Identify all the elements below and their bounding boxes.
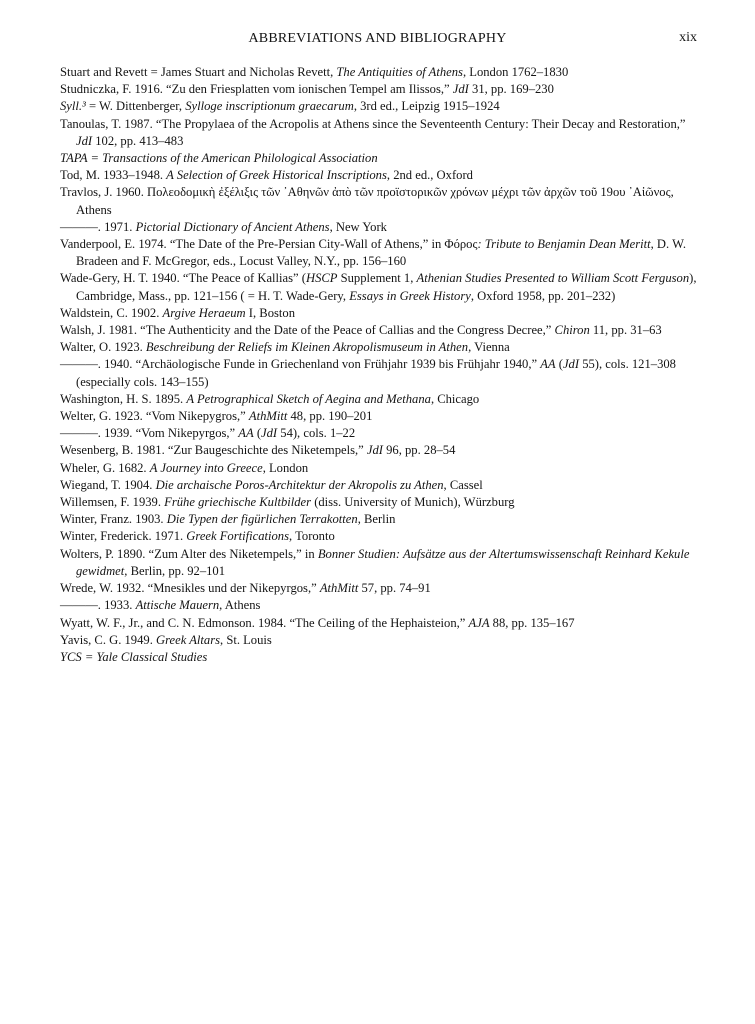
entry-text: Wiegand, T. 1904. <box>60 477 156 492</box>
bibliography-entry <box>60 116 700 150</box>
entry-text: Yavis, C. G. 1949. <box>60 632 156 647</box>
entry-text: 31, pp. 169–230 <box>468 82 554 97</box>
entry-text: = W. Dittenberger, <box>85 99 186 114</box>
entry-text: ( <box>555 357 563 372</box>
entry-text: Walter, O. 1923. <box>60 340 146 355</box>
entry-italic-text: Greek Altars <box>156 632 221 647</box>
bibliography-entry <box>60 477 700 494</box>
bibliography-list <box>60 64 700 666</box>
entry-text: ( <box>253 426 262 441</box>
entry-text: ———. 1971. <box>60 219 136 234</box>
entry-text: Wesenberg, B. 1981. “Zur Baugeschichte des Niketempels,” <box>60 443 367 458</box>
entry-italic-text: AA <box>540 357 556 372</box>
bibliography-entry <box>60 632 700 649</box>
entry-italic-text: AthMitt <box>319 581 359 596</box>
entry-italic-text: Syll.³ <box>60 99 86 114</box>
entry-text: Winter, Franz. 1903. <box>60 512 167 527</box>
entry-text: , Berlin <box>357 512 396 527</box>
entry-italic-text: HSCP <box>305 271 338 286</box>
entry-text: Vanderpool, E. 1974. “The Date of the Pre-Persian City-Wall of Athens,” in Φόρος <box>60 237 478 252</box>
entry-italic-text: Chiron <box>554 323 590 338</box>
entry-text: , Cassel <box>443 477 483 492</box>
entry-text: , Chicago <box>430 391 480 406</box>
bibliography-entry <box>60 546 700 580</box>
entry-italic-text: JdI <box>452 82 469 97</box>
entry-italic-text: JdI <box>366 443 383 458</box>
bibliography-entry <box>60 270 700 304</box>
bibliography-entry <box>60 615 700 632</box>
bibliography-entry <box>60 236 700 270</box>
entry-text: 48, pp. 190–201 <box>287 409 373 424</box>
entry-text: , Vienna <box>468 340 510 355</box>
entry-text: , London <box>262 460 309 475</box>
bibliography-entry <box>60 511 700 528</box>
entry-text: Waldstein, C. 1902. <box>60 305 163 320</box>
entry-text: , Berlin, pp. 92–101 <box>124 563 226 578</box>
bibliography-entry <box>60 494 700 511</box>
page-number: xix <box>679 30 697 45</box>
entry-italic-text: Attische Mauern <box>135 598 220 613</box>
bibliography-entry <box>60 597 700 614</box>
entry-text: Tanoulas, T. 1987. “The Propylaea of the Acropolis at Athens since the Seventeenth Century: Their Decay and Restoration,” <box>60 116 686 131</box>
entry-italic-text: Argive Heraeum <box>162 305 246 320</box>
entry-text: I, Boston <box>245 305 295 320</box>
entry-text: 54), cols. 1–22 <box>277 426 356 441</box>
entry-text: Wheler, G. 1682. <box>60 460 150 475</box>
bibliography-entry <box>60 356 700 390</box>
bibliography-entry <box>60 219 700 236</box>
entry-text: Stuart and Revett = James Stuart and Nicholas Revett, <box>60 65 337 79</box>
entry-text: Welter, G. 1923. “Vom Nikepygros,” <box>60 409 249 424</box>
entry-italic-text: Athenian Studies Presented to William Scott Ferguson <box>416 271 690 286</box>
bibliography-entry <box>60 184 700 218</box>
bibliography-entry <box>60 460 700 477</box>
entry-italic-text: A Journey into Greece <box>149 460 263 475</box>
bibliography-entry <box>60 408 700 425</box>
entry-italic-text: Greek Fortifications <box>186 529 290 544</box>
entry-italic-text: Pictorial Dictionary of Ancient Athens <box>135 219 330 234</box>
entry-text: , St. Louis <box>220 632 272 647</box>
entry-text: 57, pp. 74–91 <box>358 581 431 596</box>
bibliography-entry <box>60 322 700 339</box>
entry-text: 55), cols. 121–308 (especially cols. 143–155) <box>76 357 676 389</box>
entry-text: Travlos, J. 1960. Πολεοδομικὴ ἐξέλιξις τῶν ᾿Αθηνῶν ἀπὸ τῶν προϊστορικῶν χρόνων μέχρι τῶν ἀρχῶν τοῦ 19ου ᾿Αἰῶνος, Athens <box>60 185 674 217</box>
bibliography-entry <box>60 649 700 666</box>
bibliography-entry <box>60 425 700 442</box>
entry-text: Walsh, J. 1981. “The Authenticity and the Date of the Peace of Callias and the Congress Decree,” <box>60 323 555 338</box>
entry-text: ———. 1940. “Archäologische Funde in Griechenland von Frühjahr 1939 bis Frühjahr 1940,” <box>60 357 541 372</box>
entry-italic-text: JdI <box>562 357 580 372</box>
entry-text: , New York <box>329 219 387 234</box>
entry-text: (diss. University of Munich), Würzburg <box>311 495 515 510</box>
bibliography-entry <box>60 442 700 459</box>
bibliography-entry <box>60 150 700 167</box>
entry-italic-text: Essays in Greek History <box>349 288 471 303</box>
entry-text: Supplement 1, <box>337 271 417 286</box>
entry-italic-text: JdI <box>76 133 93 148</box>
entry-italic-text: A Petrographical Sketch of Aegina and Methana <box>186 391 431 406</box>
entry-text: Wrede, W. 1932. “Mnesikles und der Nikepyrgos,” <box>60 581 320 596</box>
entry-text: Tod, M. 1933–1948. <box>60 168 167 183</box>
entry-text: , D. W. Bradeen and F. McGregor, eds., Locust Valley, N.Y., pp. 156–160 <box>76 237 686 269</box>
entry-italic-text: Frühe griechische Kultbilder <box>164 495 312 510</box>
bibliography-entry <box>60 305 700 322</box>
entry-text: Winter, Frederick. 1971. <box>60 529 187 544</box>
entry-text: , Toronto <box>289 529 335 544</box>
entry-text: ———. 1939. “Vom Nikepyrgos,” <box>60 426 239 441</box>
entry-italic-text: Beschreibung der Reliefs im Kleinen Akropolismuseum in Athen <box>145 340 469 355</box>
entry-italic-text: Die Typen der figürlichen Terrakotten <box>166 512 358 527</box>
entry-text: 11, pp. 31–63 <box>589 323 662 338</box>
entry-italic-text: Sylloge inscriptionum graecarum <box>185 99 354 114</box>
entry-text: Willemsen, F. 1939. <box>60 495 165 510</box>
entry-text: Wade-Gery, H. T. 1940. “The Peace of Kallias” ( <box>60 271 306 286</box>
entry-italic-text: AthMitt <box>248 409 288 424</box>
running-head: ABBREVIATIONS AND BIBLIOGRAPHY <box>248 31 507 46</box>
bibliography-entry <box>60 391 700 408</box>
entry-italic-text: YCS = Yale Classical Studies <box>60 649 208 664</box>
entry-text: , 2nd ed., Oxford <box>386 168 473 183</box>
entry-text: 96, pp. 28–54 <box>382 443 456 458</box>
entry-text: 88, pp. 135–167 <box>489 615 575 630</box>
entry-text: , London 1762–1830 <box>462 65 569 79</box>
entry-italic-text: Die archaische Poros-Architektur der Akropolis zu Athen <box>155 477 444 492</box>
entry-text: , Athens <box>219 598 261 613</box>
entry-italic-text: The Antiquities of Athens <box>336 65 463 79</box>
entry-italic-text: JdI <box>261 426 278 441</box>
entry-italic-text: Bonner Studien: Aufsätze aus der Altertumswissenschaft Reinhard Kekule gewidmet <box>76 546 690 578</box>
entry-text: ———. 1933. <box>60 598 136 613</box>
entry-text: Wolters, P. 1890. “Zum Alter des Niketempels,” in <box>60 546 318 561</box>
entry-italic-text: : Tribute to Benjamin Dean Meritt <box>477 237 651 252</box>
entry-text: Studniczka, F. 1916. “Zu den Friesplatten vom ionischen Tempel am Ilissos,” <box>60 82 453 97</box>
entry-italic-text: A Selection of Greek Historical Inscriptions <box>166 168 387 183</box>
entry-italic-text: AA <box>238 426 254 441</box>
bibliography-entry <box>60 64 700 81</box>
entry-text: 102, pp. 413–483 <box>92 133 184 148</box>
bibliography-entry <box>60 81 700 98</box>
bibliography-entry <box>60 98 700 115</box>
entry-text: , 3rd ed., Leipzig 1915–1924 <box>353 99 500 114</box>
entry-text: Wyatt, W. F., Jr., and C. N. Edmonson. 1984. “The Ceiling of the Hephaisteion,” <box>60 615 469 630</box>
entry-italic-text: AJA <box>468 615 490 630</box>
bibliography-entry <box>60 580 700 597</box>
entry-text: , Oxford 1958, pp. 201–232) <box>470 288 616 303</box>
bibliography-entry <box>60 167 700 184</box>
bibliography-entry <box>60 339 700 356</box>
entry-text: Washington, H. S. 1895. <box>60 391 187 406</box>
entry-text: ), Cambridge, Mass., pp. 121–156 ( = H. T. Wade-Gery, <box>76 271 697 303</box>
bibliography-entry <box>60 528 700 545</box>
entry-italic-text: TAPA = Transactions of the American Philological Association <box>60 151 378 166</box>
